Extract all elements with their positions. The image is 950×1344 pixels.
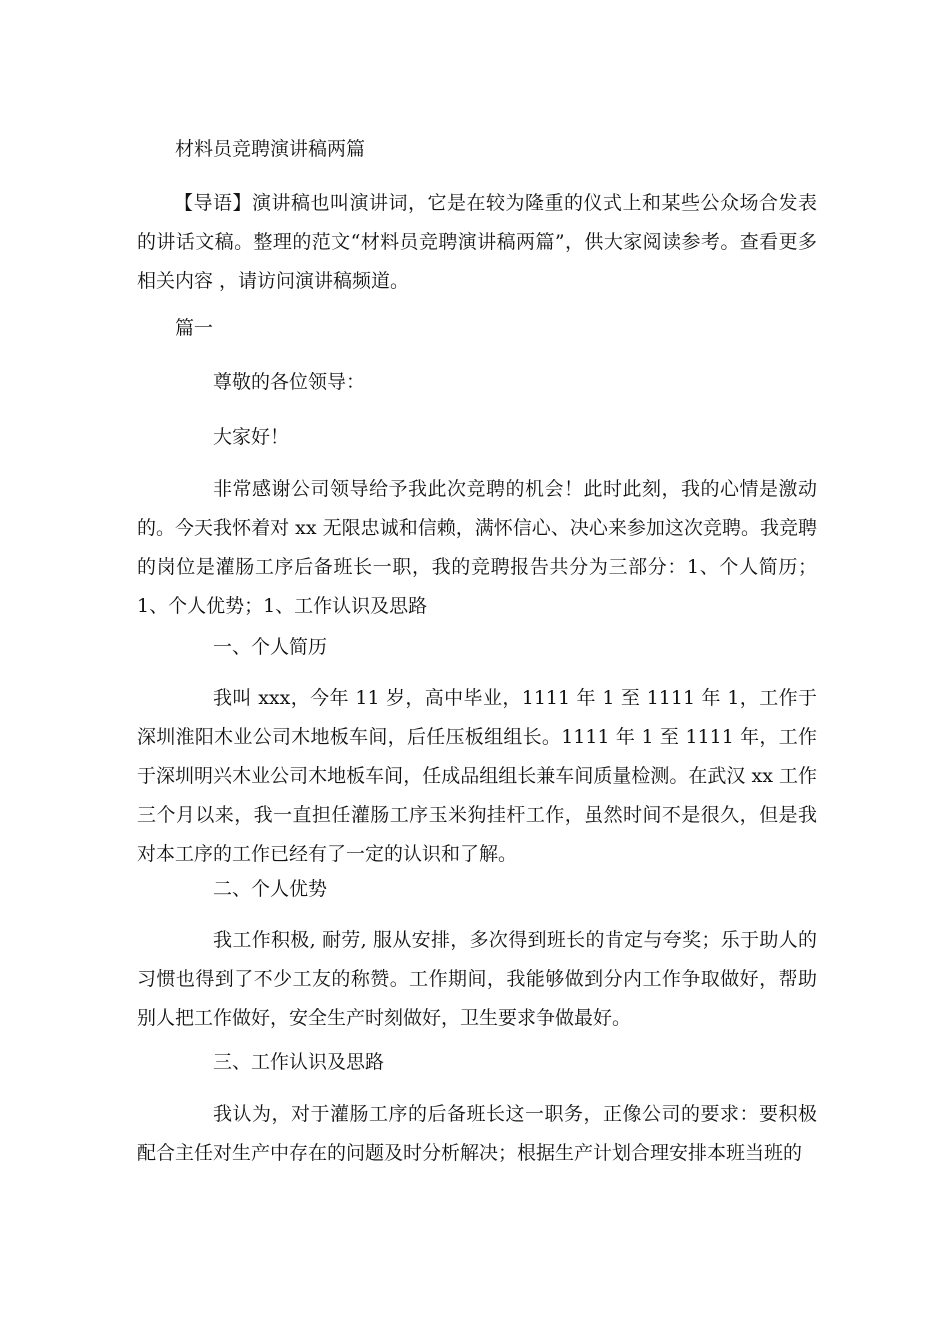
section-heading-approach: 三、工作认识及思路: [213, 1051, 385, 1073]
section-heading-resume: 一、个人简历: [213, 636, 328, 658]
strengths-paragraph: 我工作积极, 耐劳, 服从安排，多次得到班长的肯定与夸奖；乐于助人的习惯也得到了不少工友的称赞。工作期间，我能够做到分内工作争取做好，帮助别人把工作做好，安全生产时刻做好，卫生要求争做最好。: [137, 929, 817, 1029]
salutation: 尊敬的各位领导：: [213, 371, 366, 393]
opening-paragraph: 非常感谢公司领导给予我此次竞聘的机会！此时此刻，我的心情是激动的。今天我怀着对 xx 无限忠诚和信赖，满怀信心、决心来参加这次竞聘。我竞聘的岗位是灌肠工序后备班长一职，我的竞聘报告共分为三部分：1、个人简历；1、个人优势；1、工作认识及思路: [137, 478, 817, 617]
section-heading-strengths: 二、个人优势: [213, 878, 328, 900]
document-title: 材料员竞聘演讲稿两篇: [175, 138, 366, 160]
resume-paragraph: 我叫 xxx，今年 11 岁，高中毕业，1111 年 1 至 1111 年 1，工作于深圳淮阳木业公司木地板车间，后任压板组组长。1111 年 1 至 1111 年，工作于深圳明兴木业公司木地板车间，任成品组组长兼车间质量检测。在武汉 xx 工作三个月以来，我一直担任灌肠工序玉米狗挂杆工作，虽然时间不是很久，但是我对本工序的工作已经有了一定的认识和了解。: [137, 687, 817, 865]
intro-paragraph: 【导语】演讲稿也叫演讲词，它是在较为隆重的仪式上和某些公众场合发表的讲话文稿。整理的范文“材料员竞聘演讲稿两篇”，供大家阅读参考。查看更多相关内容 ，请访问演讲稿频道。: [137, 192, 817, 292]
approach-paragraph: 我认为，对于灌肠工序的后备班长这一职务，正像公司的要求：要积极配合主任对生产中存在的问题及时分析解决；根据生产计划合理安排本班当班的: [137, 1103, 817, 1164]
part-label: 篇一: [175, 317, 214, 339]
greeting: 大家好！: [213, 426, 290, 448]
